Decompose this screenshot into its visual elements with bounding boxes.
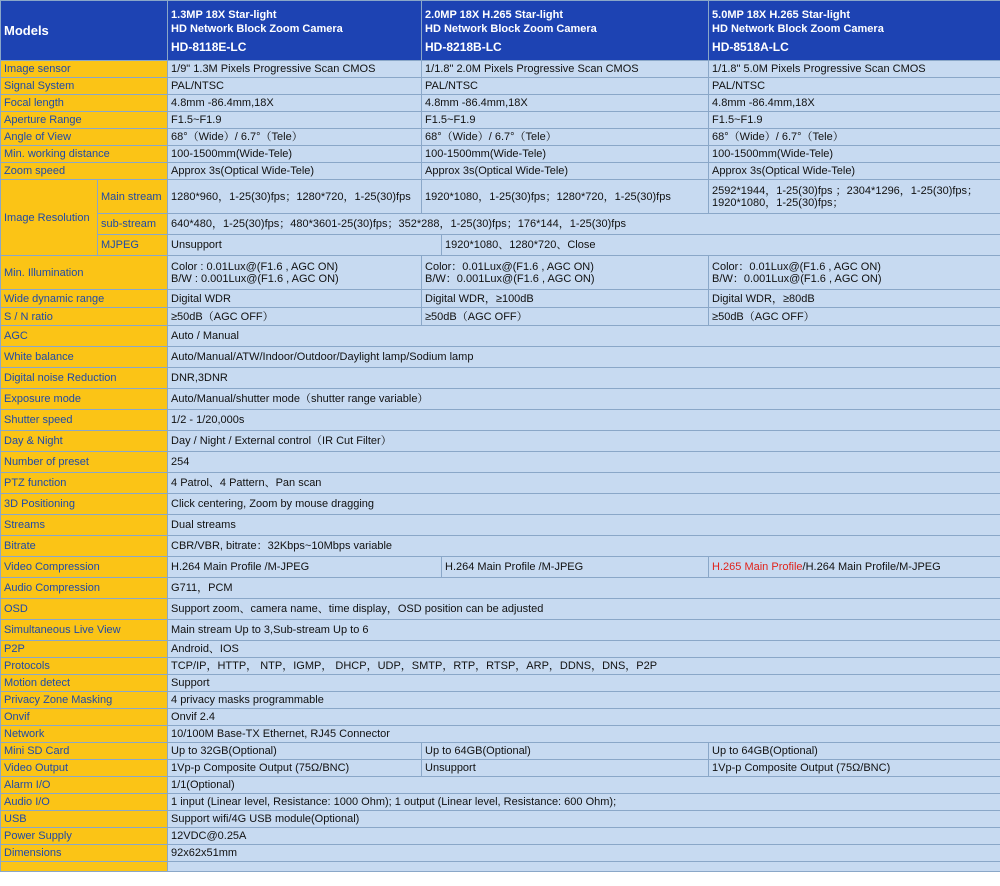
row-motion-detect [1, 675, 1000, 692]
cam1-model: HD-8118E-LC [171, 39, 247, 54]
cell-cam1: Approx 3s(Optical Wide-Tele) [168, 163, 422, 180]
row-shutter-speed [1, 410, 1000, 431]
cell-all: Click centering, Zoom by mouse dragging [168, 494, 1000, 515]
cam3-header [709, 1, 1000, 61]
row-3d-positioning [1, 494, 1000, 515]
row-bitrate [1, 536, 1000, 557]
cell-cam2: 1920*1080，1-25(30)fps；1280*720，1-25(30)fps [422, 180, 709, 214]
row-label: Audio I/O [1, 794, 168, 811]
row-min-working-distance [1, 146, 1000, 163]
cam3-title-line2: HD Network Block Zoom Camera [712, 22, 884, 35]
row-onvif [1, 709, 1000, 726]
row-angle-of-view [1, 129, 1000, 146]
row-label: OSD [1, 599, 168, 620]
row-label: Min. working distance [1, 146, 168, 163]
cell-cam2 [422, 256, 709, 290]
cell-cam3: Digital WDR，≥80dB [709, 290, 1000, 308]
row-label: Angle of View [1, 129, 168, 146]
row-min-illumination [1, 256, 1000, 290]
illum-bw-line: B/W：0.001Lux@(F1.6 , AGC ON) [425, 272, 595, 285]
cell-cam3: Up to 64GB(Optional) [709, 743, 1000, 760]
cell-all: Day / Night / External control（IR Cut Filter） [168, 431, 1000, 452]
cell-cam3: F1.5~F1.9 [709, 112, 1000, 129]
row-label: Number of preset [1, 452, 168, 473]
header-row [1, 1, 1000, 61]
cam2-title-line2: HD Network Block Zoom Camera [425, 22, 597, 35]
row-label: Min. Illumination [1, 256, 168, 290]
row-label: P2P [1, 641, 168, 658]
row-label: Bitrate [1, 536, 168, 557]
cell-cam3: 2592*1944，1-25(30)fps ；2304*1296，1-25(30)fps；1920*1080，1-25(30)fps； [709, 180, 1000, 214]
cell-cam1: F1.5~F1.9 [168, 112, 422, 129]
cell-cam1: H.264 Main Profile /M-JPEG [168, 557, 442, 578]
cell-cam2: Unsupport [422, 760, 709, 777]
cam3-title-line1: 5.0MP 18X H.265 Star-light [712, 8, 851, 21]
cell-all: Onvif 2.4 [168, 709, 1000, 726]
cell-cam3: Approx 3s(Optical Wide-Tele) [709, 163, 1000, 180]
cell-cam3: ≥50dB（AGC OFF） [709, 308, 1000, 326]
row-label: Protocols [1, 658, 168, 675]
cell-all: 4 privacy masks programmable [168, 692, 1000, 709]
row-signal-system [1, 78, 1000, 95]
row-label: Image Resolution [1, 180, 98, 256]
cell-cam2: H.264 Main Profile /M-JPEG [442, 557, 709, 578]
cell-cam3: 68°（Wide）/ 6.7°（Tele） [709, 129, 1000, 146]
row-focal-length [1, 95, 1000, 112]
cell-cam2: 1/1.8" 2.0M Pixels Progressive Scan CMOS [422, 61, 709, 78]
cell-cam1: 1Vp-p Composite Output (75Ω/BNC) [168, 760, 422, 777]
cell-all: 10/100M Base-TX Ethernet, RJ45 Connector [168, 726, 1000, 743]
illum-bw-line: B/W : 0.001Lux@(F1.6 , AGC ON) [171, 272, 339, 285]
row-mini-sd-card [1, 743, 1000, 760]
row-label: White balance [1, 347, 168, 368]
row-agc [1, 326, 1000, 347]
row-label: Privacy Zone Masking [1, 692, 168, 709]
illum-bw-line: B/W：0.001Lux@(F1.6 , AGC ON) [712, 272, 882, 285]
row-video-compression [1, 557, 1000, 578]
row-label: Wide dynamic range [1, 290, 168, 308]
cell-empty [168, 862, 1000, 872]
row-wide-dynamic-range [1, 290, 1000, 308]
cell-all: Support [168, 675, 1000, 692]
row-label: Audio Compression [1, 578, 168, 599]
cell-cam2-cam3: 1920*1080、1280*720、Close [442, 235, 1000, 256]
cell-cam3: 1/1.8" 5.0M Pixels Progressive Scan CMOS [709, 61, 1000, 78]
cell-cam3 [709, 256, 1000, 290]
cell-cam1: 1280*960，1-25(30)fps；1280*720，1-25(30)fps [168, 180, 422, 214]
cell-all: 1/1(Optional) [168, 777, 1000, 794]
row-label: Dimensions [1, 845, 168, 862]
cell-cam3: PAL/NTSC [709, 78, 1000, 95]
row-label: Image sensor [1, 61, 168, 78]
cell-all: TCP/IP，HTTP， NTP，IGMP， DHCP，UDP，SMTP，RTP，RTSP，ARP，DDNS，DNS，P2P [168, 658, 1000, 675]
row-simultaneous-live-view [1, 620, 1000, 641]
cell-all: 1 input (Linear level, Resistance: 1000 Ohm); 1 output (Linear level, Resistance: 600 Ohm); [168, 794, 1000, 811]
row-image-resolution-main [1, 180, 1000, 214]
row-label: Exposure mode [1, 389, 168, 410]
cam2-header [422, 1, 709, 61]
row-exposure-mode [1, 389, 1000, 410]
row-p2p [1, 641, 1000, 658]
cell-all: 640*480，1-25(30)fps；480*3601-25(30)fps；352*288，1-25(30)fps；176*144，1-25(30)fps [168, 214, 1000, 235]
row-label: Aperture Range [1, 112, 168, 129]
cell-all: Support wifi/4G USB module(Optional) [168, 811, 1000, 828]
cell-all: DNR,3DNR [168, 368, 1000, 389]
cell-cam2: PAL/NTSC [422, 78, 709, 95]
row-label: Focal length [1, 95, 168, 112]
cell-cam2: Up to 64GB(Optional) [422, 743, 709, 760]
row-power-supply [1, 828, 1000, 845]
row-label: Power Supply [1, 828, 168, 845]
cam1-title-line1: 1.3MP 18X Star-light [171, 8, 277, 21]
row-label: PTZ function [1, 473, 168, 494]
sub-label-main-stream: Main stream [98, 180, 168, 214]
cell-cam3: 1Vp-p Composite Output (75Ω/BNC) [709, 760, 1000, 777]
cell-all: Main stream Up to 3,Sub-stream Up to 6 [168, 620, 1000, 641]
cell-all: Dual streams [168, 515, 1000, 536]
row-label-empty [1, 862, 168, 872]
h265-highlight: H.265 Main Profile [712, 561, 803, 573]
row-osd [1, 599, 1000, 620]
models-label: Models [1, 1, 168, 61]
row-alarm-i-o [1, 777, 1000, 794]
row-digital-noise-reduction [1, 368, 1000, 389]
cell-all: Auto / Manual [168, 326, 1000, 347]
row-trailing [1, 862, 1000, 872]
row-label: S / N ratio [1, 308, 168, 326]
cell-cam1: 100-1500mm(Wide-Tele) [168, 146, 422, 163]
cell-all: 92x62x51mm [168, 845, 1000, 862]
cell-cam1: Unsupport [168, 235, 442, 256]
illum-color-line: Color：0.01Lux@(F1.6 , AGC ON) [425, 260, 594, 273]
row-usb [1, 811, 1000, 828]
illum-color-line: Color : 0.01Lux@(F1.6 , AGC ON) [171, 260, 339, 273]
row-label: Streams [1, 515, 168, 536]
cell-all: 4 Patrol、4 Pattern、Pan scan [168, 473, 1000, 494]
cam2-model: HD-8218B-LC [425, 39, 502, 54]
cell-cam2: 4.8mm -86.4mm,18X [422, 95, 709, 112]
cell-cam2: Digital WDR，≥100dB [422, 290, 709, 308]
row-label: Mini SD Card [1, 743, 168, 760]
sub-label-sub-stream: sub-stream [98, 214, 168, 235]
row-streams [1, 515, 1000, 536]
illum-color-line: Color：0.01Lux@(F1.6 , AGC ON) [712, 260, 881, 273]
row-dimensions [1, 845, 1000, 862]
cell-all: G711，PCM [168, 578, 1000, 599]
row-label: 3D Positioning [1, 494, 168, 515]
row-label: Motion detect [1, 675, 168, 692]
row-label: Day & Night [1, 431, 168, 452]
cell-all: Auto/Manual/ATW/Indoor/Outdoor/Daylight lamp/Sodium lamp [168, 347, 1000, 368]
cell-cam1 [168, 256, 422, 290]
cell-all: CBR/VBR, bitrate：32Kbps~10Mbps variable [168, 536, 1000, 557]
cell-cam2: F1.5~F1.9 [422, 112, 709, 129]
cell-cam2: 68°（Wide）/ 6.7°（Tele） [422, 129, 709, 146]
row-label: USB [1, 811, 168, 828]
row-label: Signal System [1, 78, 168, 95]
cell-cam1: Up to 32GB(Optional) [168, 743, 422, 760]
cell-cam1: 4.8mm -86.4mm,18X [168, 95, 422, 112]
cell-cam3: 100-1500mm(Wide-Tele) [709, 146, 1000, 163]
cell-cam1: ≥50dB（AGC OFF） [168, 308, 422, 326]
cam3-model: HD-8518A-LC [712, 39, 789, 54]
row-s-n-ratio [1, 308, 1000, 326]
row-label: Video Output [1, 760, 168, 777]
row-label: Video Compression [1, 557, 168, 578]
row-network [1, 726, 1000, 743]
row-privacy-zone-masking [1, 692, 1000, 709]
row-label: Digital noise Reduction [1, 368, 168, 389]
cell-cam3 [709, 557, 1000, 578]
row-number-of-preset [1, 452, 1000, 473]
row-label: Shutter speed [1, 410, 168, 431]
cell-all: 12VDC@0.25A [168, 828, 1000, 845]
cell-all: 254 [168, 452, 1000, 473]
row-audio-compression [1, 578, 1000, 599]
row-white-balance [1, 347, 1000, 368]
cell-cam2: Approx 3s(Optical Wide-Tele) [422, 163, 709, 180]
row-aperture-range [1, 112, 1000, 129]
cell-all: Auto/Manual/shutter mode（shutter range variable） [168, 389, 1000, 410]
row-label: Network [1, 726, 168, 743]
cam1-title-line2: HD Network Block Zoom Camera [171, 22, 343, 35]
row-image-resolution-sub [1, 214, 1000, 235]
cell-cam1: Digital WDR [168, 290, 422, 308]
row-label: Simultaneous Live View [1, 620, 168, 641]
cell-all: 1/2 - 1/20,000s [168, 410, 1000, 431]
cell-cam3: 4.8mm -86.4mm,18X [709, 95, 1000, 112]
row-audio-i-o [1, 794, 1000, 811]
row-label: AGC [1, 326, 168, 347]
row-label: Alarm I/O [1, 777, 168, 794]
cell-all: Android、IOS [168, 641, 1000, 658]
compression-rest: /H.264 Main Profile/M-JPEG [802, 561, 941, 573]
row-protocols [1, 658, 1000, 675]
row-label: Onvif [1, 709, 168, 726]
cell-cam2: ≥50dB（AGC OFF） [422, 308, 709, 326]
cell-cam1: 1/9" 1.3M Pixels Progressive Scan CMOS [168, 61, 422, 78]
cell-cam1: PAL/NTSC [168, 78, 422, 95]
cell-all: Support zoom、camera name、time display，OSD position can be adjusted [168, 599, 1000, 620]
cam2-title-line1: 2.0MP 18X H.265 Star-light [425, 8, 563, 21]
row-image-resolution-mjpeg [1, 235, 1000, 256]
row-day-night [1, 431, 1000, 452]
row-zoom-speed [1, 163, 1000, 180]
cam1-header [168, 1, 422, 61]
row-image-sensor [1, 61, 1000, 78]
row-label: Zoom speed [1, 163, 168, 180]
cell-cam2: 100-1500mm(Wide-Tele) [422, 146, 709, 163]
row-video-output [1, 760, 1000, 777]
row-ptz-function [1, 473, 1000, 494]
cell-cam1: 68°（Wide）/ 6.7°（Tele） [168, 129, 422, 146]
sub-label-mjpeg: MJPEG [98, 235, 168, 256]
